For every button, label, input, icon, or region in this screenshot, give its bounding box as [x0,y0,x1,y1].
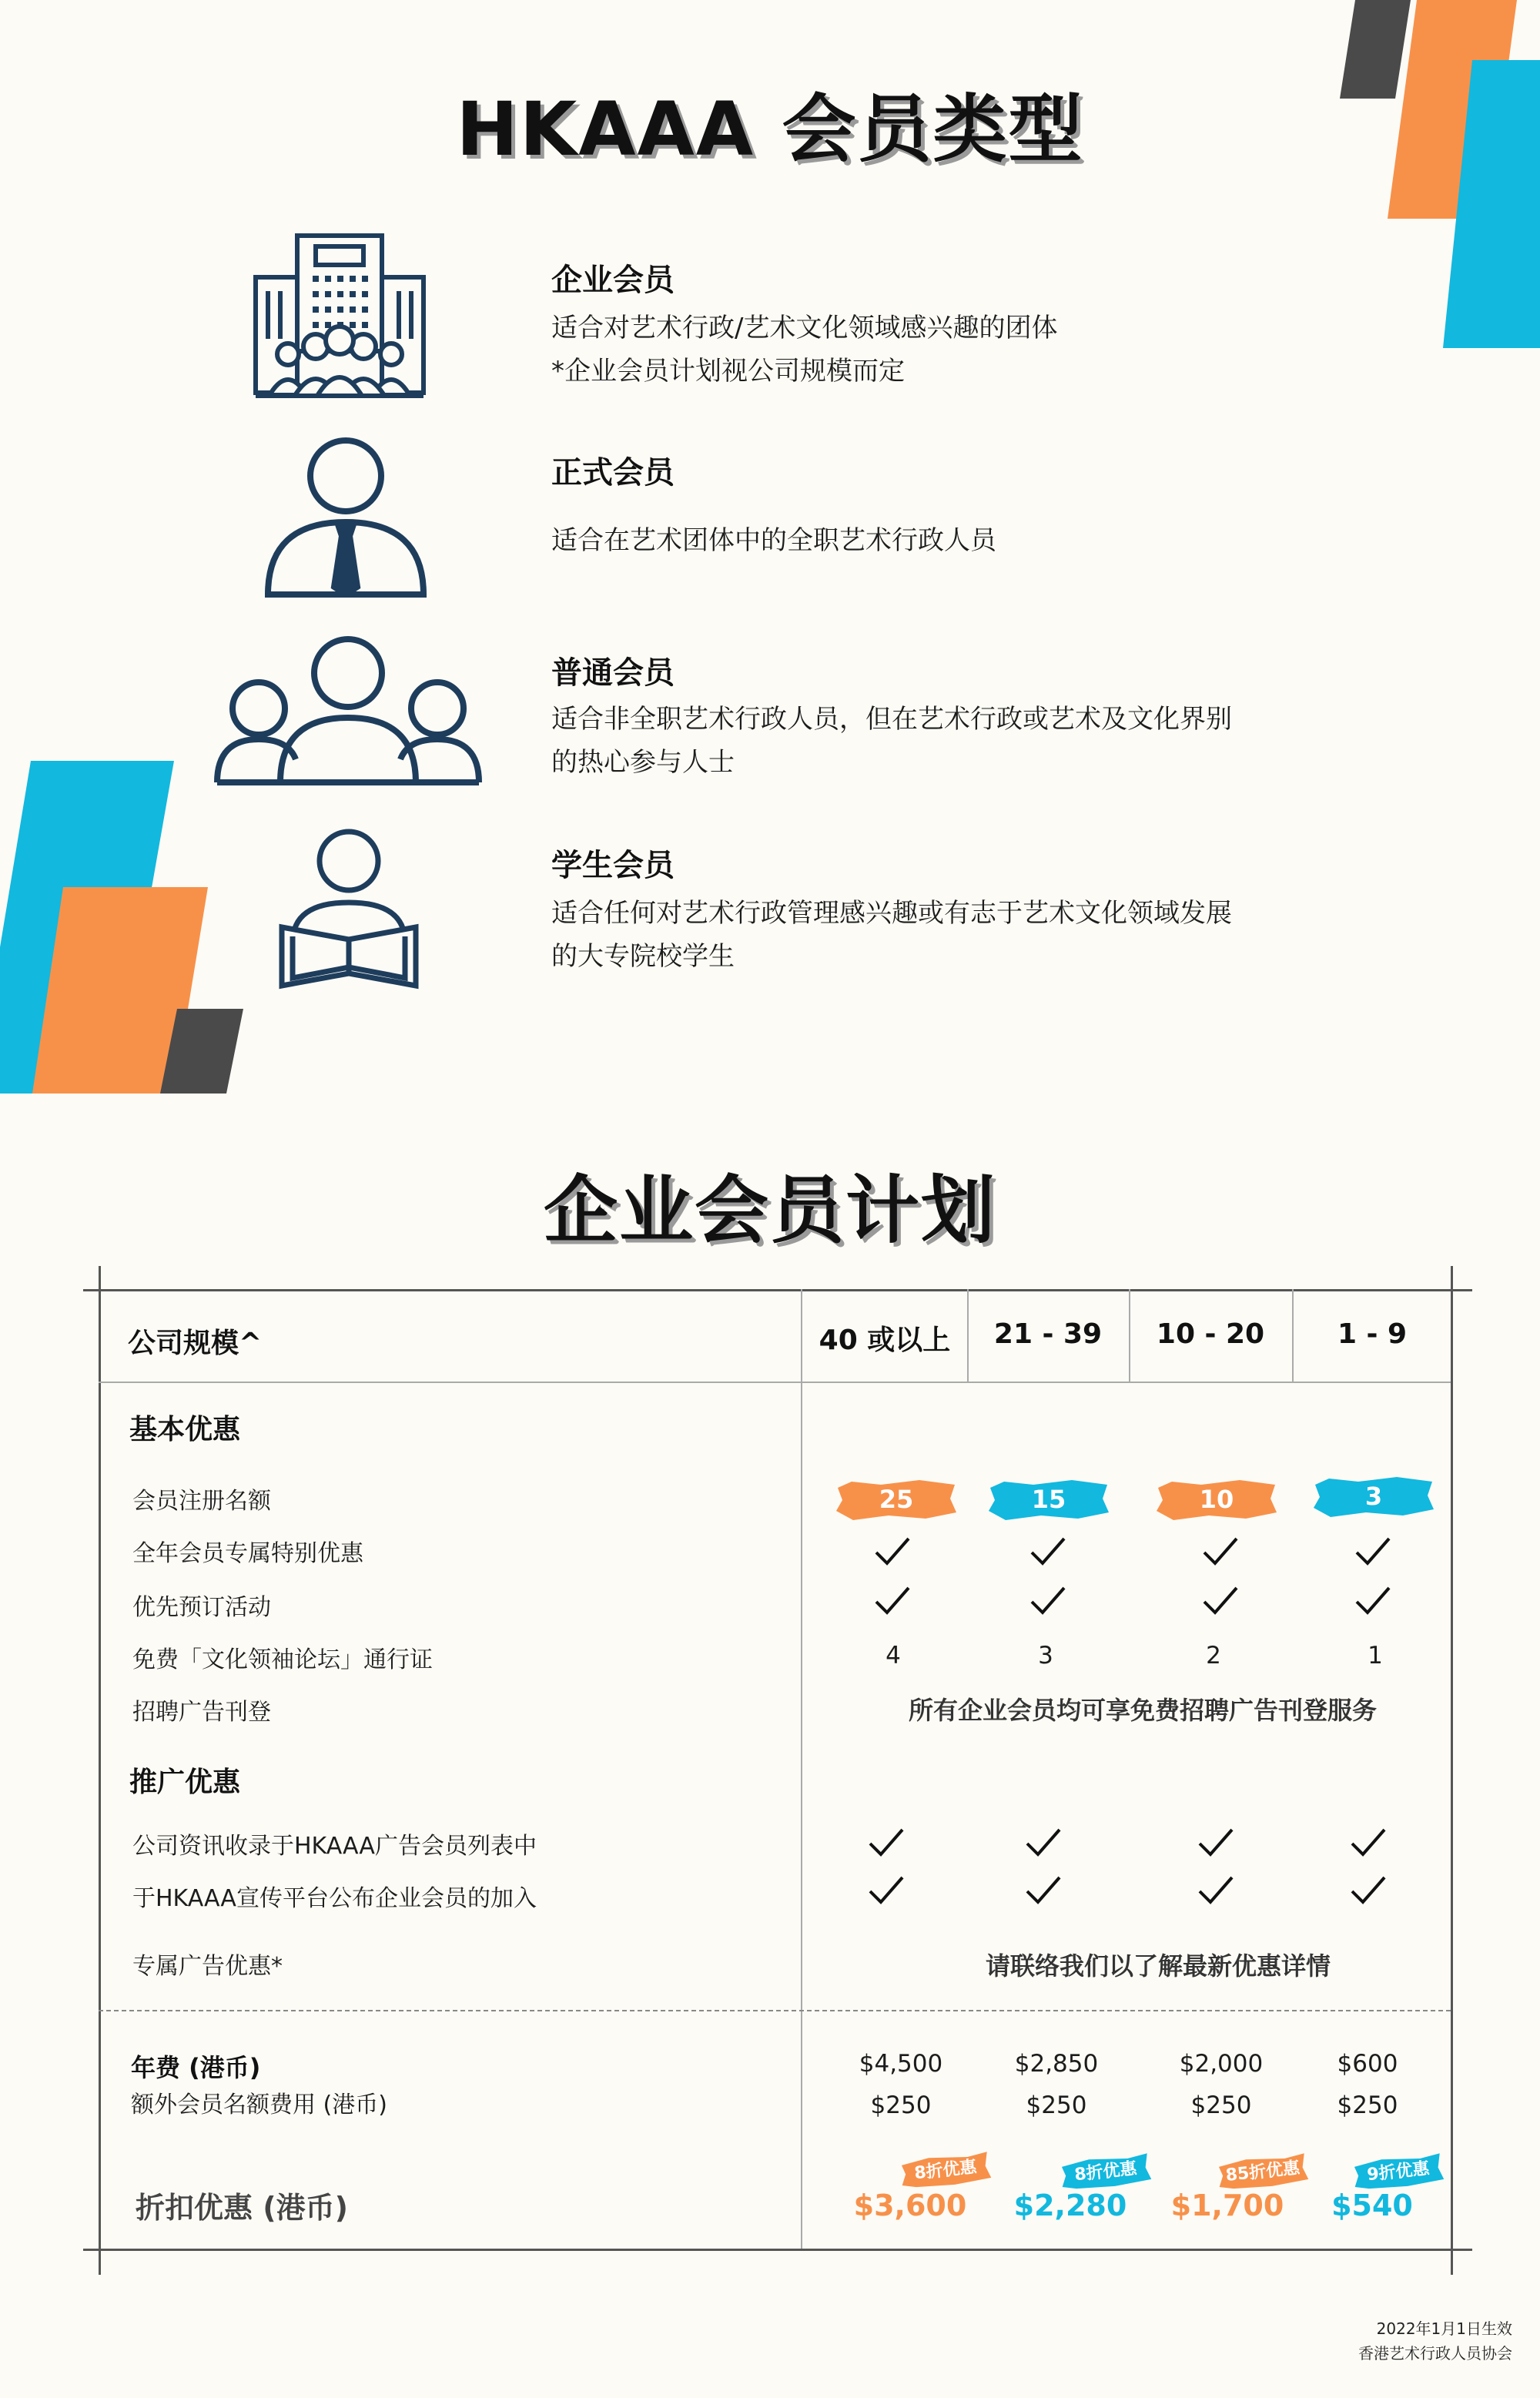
extra-fee: $250 [870,2092,932,2119]
check-icon [867,1874,906,1907]
decorative-stripes-top-right [1294,0,1540,354]
check-icon [873,1585,912,1617]
people-group-icon [213,636,484,787]
row-label: 免费「文化领袖论坛」通行证 [132,1646,433,1673]
column-header: 21 - 39 [993,1318,1103,1350]
check-icon [1024,1827,1063,1859]
member-type-desc: 适合在艺术团体中的全职艺术行政人员 [551,525,996,556]
pass-count: 2 [1206,1642,1221,1670]
annual-fee: $4,500 [859,2050,943,2078]
check-icon [867,1827,906,1859]
annual-fee-label: 年费 (港币) [131,2053,261,2082]
member-type-name: 普通会员 [551,655,675,691]
section-heading-basic: 基本优惠 [129,1414,241,1445]
row-label: 专属广告优惠* [132,1953,283,1980]
discount-tag: 8折优惠 [898,2150,993,2192]
page-title: HKAAA 会员类型 [456,86,1084,172]
student-reading-icon [277,827,420,992]
check-icon [1201,1585,1240,1617]
discount-tag: 85折优惠 [1215,2152,1311,2193]
quota-badge: 3 [1312,1474,1435,1519]
extra-fee-label: 额外会员名额费用 (港币) [131,2092,387,2118]
check-icon [1354,1536,1392,1568]
check-icon [1197,1827,1235,1859]
discount-tag: 8折优惠 [1058,2152,1153,2193]
column-header: 10 - 20 [1156,1318,1265,1350]
check-icon [1201,1536,1240,1568]
plan-title: 企业会员计划 [544,1167,996,1254]
member-type-desc: 适合任何对艺术行政管理感兴趣或有志于艺术文化领域发展 [551,898,1232,929]
member-type-name: 企业会员 [551,263,675,298]
table-top-border [83,1289,1472,1291]
quota-badge: 15 [987,1477,1110,1522]
table-header-divider [99,1382,1451,1383]
check-icon [1197,1874,1235,1907]
member-type-desc: *企业会员计划视公司规模而定 [551,356,905,387]
column-header: 40 或以上 [819,1325,951,1356]
building-people-icon [251,231,428,404]
check-icon [1029,1585,1067,1617]
quota-badge: 25 [835,1477,958,1522]
table-section-divider [99,2010,1451,2011]
check-icon [1029,1536,1067,1568]
member-type-name: 学生会员 [551,848,675,883]
pass-count: 3 [1038,1642,1053,1670]
discount-price: $1,700 [1170,2189,1284,2222]
discount-price: $3,600 [853,2189,967,2222]
footer-organization: 香港艺术行政人员协会 [1358,2344,1512,2363]
table-column-divider [801,1289,802,2249]
extra-fee: $250 [1337,2092,1398,2119]
table-header-label: 公司规模^ [128,1328,263,1359]
discount-label: 折扣优惠 (港币) [136,2191,348,2225]
extra-fee: $250 [1190,2092,1252,2119]
pass-count: 4 [886,1642,901,1670]
annual-fee: $2,000 [1179,2050,1264,2078]
recruit-note: 所有企业会员均可享免费招聘广告刊登服务 [908,1696,1377,1725]
annual-fee: $2,850 [1014,2050,1099,2078]
discount-tag: 9折优惠 [1351,2152,1446,2193]
ad-note: 请联络我们以了解最新优惠详情 [985,1951,1331,1981]
member-type-desc: 适合非全职艺术行政人员，但在艺术行政或艺术及文化界别 [551,704,1232,735]
check-icon [1349,1874,1388,1907]
member-type-desc: 适合对艺术行政/艺术文化领域感兴趣的团体 [551,313,1058,343]
check-icon [1354,1585,1392,1617]
extra-fee: $250 [1026,2092,1087,2119]
quota-badge: 10 [1155,1477,1278,1522]
section-heading-promo: 推广优惠 [129,1767,241,1798]
member-type-desc: 的大专院校学生 [551,941,735,972]
discount-price: $2,280 [1013,2189,1127,2222]
footer-effective-date: 2022年1月1日生效 [1376,2319,1512,2338]
table-left-border [99,1266,101,2275]
decorative-stripes-left [0,755,254,1101]
pass-count: 1 [1368,1642,1383,1670]
row-label: 优先预订活动 [132,1594,271,1621]
table-bottom-border [83,2249,1472,2251]
check-icon [873,1536,912,1568]
row-label: 会员注册名额 [132,1488,271,1515]
table-right-border [1451,1266,1453,2275]
member-type-name: 正式会员 [551,455,675,491]
person-tie-icon [265,436,427,598]
row-label: 全年会员专属特别优惠 [132,1540,363,1567]
column-header: 1 - 9 [1337,1318,1408,1350]
check-icon [1349,1827,1388,1859]
discount-price: $540 [1331,2189,1413,2222]
row-label: 公司资讯收录于HKAAA广告会员列表中 [132,1833,537,1860]
row-label: 招聘广告刊登 [132,1699,271,1726]
footer-note [1358,2316,1512,2366]
row-label: 于HKAAA宣传平台公布企业会员的加入 [132,1885,537,1912]
check-icon [1024,1874,1063,1907]
member-type-desc: 的热心参与人士 [551,747,735,778]
annual-fee: $600 [1337,2050,1398,2078]
